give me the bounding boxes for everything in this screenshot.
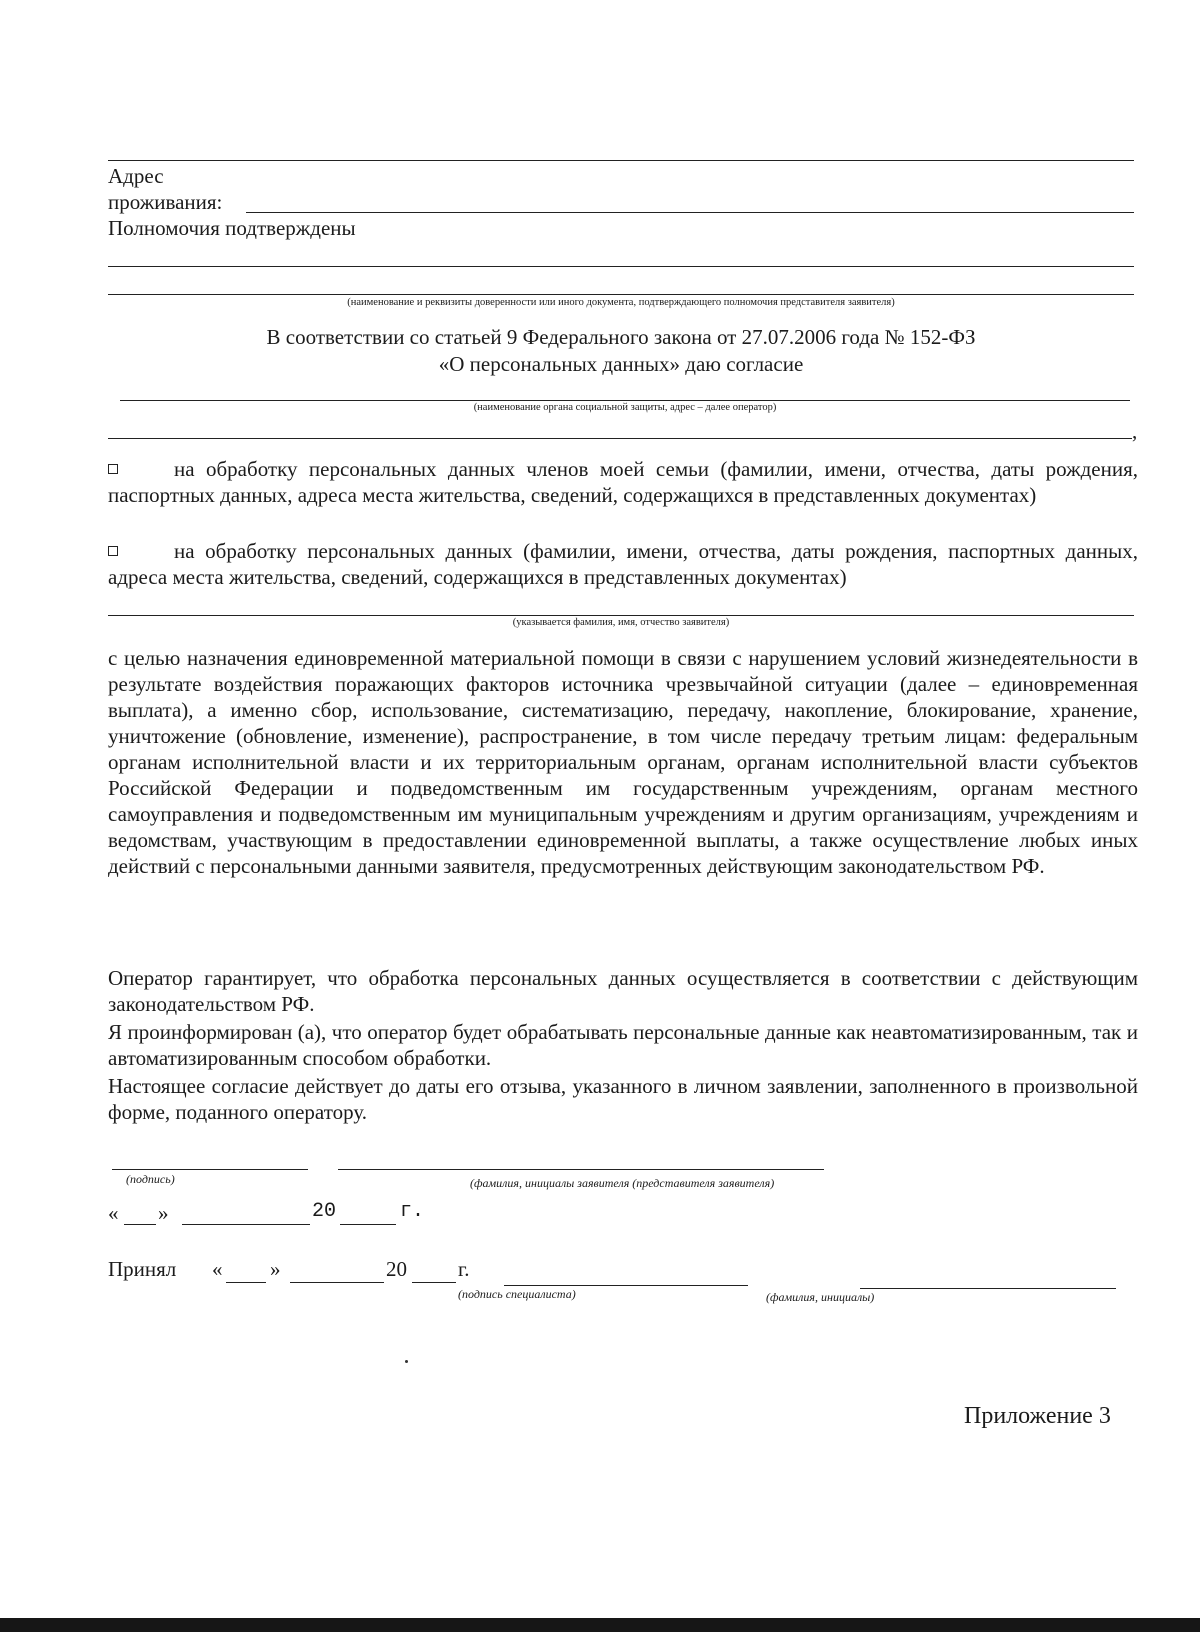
appendix-label: Приложение 3 <box>964 1403 1111 1429</box>
accepted-date-open-quote: « <box>212 1257 223 1281</box>
heading-line1: В соответствии со статьей 9 Федерального закона от 27.07.2006 года № 152-ФЗ <box>266 325 976 349</box>
scan-bottom-edge <box>0 1618 1200 1632</box>
accepted-date-year-suffix: г. <box>458 1257 470 1281</box>
applicant-name-caption: (указывается фамилия, имя, отчество заявителя) <box>512 617 730 628</box>
specialist-signature-line[interactable] <box>504 1285 748 1286</box>
option-family-consent <box>108 456 1138 508</box>
accepted-label: Принял <box>108 1257 177 1281</box>
option-family-text: на обработку персональных данных членов моей семьи (фамилии, имени, отчества, даты рождения, паспортных данных, адреса места жительства, сведений, содержащихся в представленных документах) <box>108 457 1138 507</box>
signature-caption: (подпись) <box>126 1172 175 1186</box>
top-rule <box>108 160 1134 161</box>
accepted-date-close-quote: » <box>270 1257 281 1281</box>
option-self-checkbox[interactable] <box>108 546 118 556</box>
applicant-date-day-line[interactable] <box>124 1224 156 1225</box>
guarantee-paragraph: Оператор гарантирует, что обработка персональных данных осуществляется в соответствии с действующим законодательством РФ. <box>108 966 1138 1016</box>
operator-field-line[interactable] <box>120 400 1130 401</box>
operator-field-line-2[interactable] <box>108 438 1132 439</box>
applicant-name-line[interactable] <box>338 1169 824 1170</box>
purpose-paragraph: с целью назначения единовременной материальной помощи в связи с нарушением условий жизнедеятельности в результате воздействия поражающих факторов источника чрезвычайной ситуации (далее – единовременная выплата), а именно сбор, использование, систематизацию, передачу, накопление, блокирование, хранение, уничтожение (обновление, изменение), распространение, в том числе передачу третьим лицам: федеральным органам исполнительной власти и их территориальным органам, органам исполнительной власти субъектов Российской Федерации и подведомственным им государственным учреждениям, органам местного самоуправления и подведомственным им муниципальным учреждениям и другим организациям, учреждениям и ведомствам, участвующим в предоставлении единовременной выплаты, а также осуществление любых иных действий с персональными данными заявителя, предусмотренных действующим законодательством РФ. <box>108 646 1138 878</box>
option-self-text: на обработку персональных данных (фамилии, имени, отчества, даты рождения, паспортных данных, адреса места жительства, сведений, содержащихся в представленных документах) <box>108 539 1138 589</box>
accepted-date-day-line[interactable] <box>226 1282 266 1283</box>
specialist-signature-caption: (подпись специалиста) <box>458 1287 576 1301</box>
authority-caption: (наименование и реквизиты доверенности или иного документа, подтверждающего полномочия представителя заявителя) <box>347 297 895 308</box>
authority-label: Полномочия подтверждены <box>108 216 356 240</box>
option-self-consent <box>108 538 1138 590</box>
applicant-date-close-quote: » <box>158 1201 169 1225</box>
validity-paragraph: Настоящее согласие действует до даты его отзыва, указанного в личном заявлении, заполненного в произвольной форме, поданного оператору. <box>108 1074 1138 1124</box>
applicant-initials-caption: (фамилия, инициалы заявителя (представителя заявителя) <box>470 1176 775 1190</box>
authority-field-line-2[interactable] <box>108 294 1134 295</box>
address-field-line[interactable] <box>246 212 1134 213</box>
accepted-date-year-prefix: 20 <box>386 1257 407 1281</box>
operator-caption: (наименование органа социальной защиты, адрес – далее оператор) <box>473 402 777 413</box>
option-family-checkbox[interactable] <box>108 464 118 474</box>
informed-paragraph: Я проинформирован (а), что оператор будет обрабатывать персональные данные как неавтоматизированным, так и автоматизированным способом обработки. <box>108 1020 1138 1070</box>
scan-speck <box>405 1360 408 1363</box>
applicant-date-open-quote: « <box>108 1201 119 1225</box>
authority-field-line-1[interactable] <box>108 266 1134 267</box>
accepted-date-month-line[interactable] <box>290 1282 384 1283</box>
applicant-date-year-prefix: 20 <box>312 1200 337 1223</box>
heading-line2: «О персональных данных» даю согласие <box>438 352 804 376</box>
accepted-date-year-line[interactable] <box>412 1282 456 1283</box>
applicant-date-year-line[interactable] <box>340 1224 396 1225</box>
specialist-name-caption: (фамилия, инициалы) <box>766 1290 875 1304</box>
applicant-date-year-suffix: г. <box>400 1200 425 1223</box>
signature-line[interactable] <box>112 1169 308 1170</box>
applicant-date-month-line[interactable] <box>182 1224 310 1225</box>
specialist-name-line[interactable] <box>860 1288 1116 1289</box>
operator-trailing-comma: , <box>1132 419 1138 443</box>
address-label-line1: Адрес <box>108 164 164 188</box>
address-label-line2: проживания: <box>108 190 223 214</box>
applicant-name-field-line[interactable] <box>108 615 1134 616</box>
